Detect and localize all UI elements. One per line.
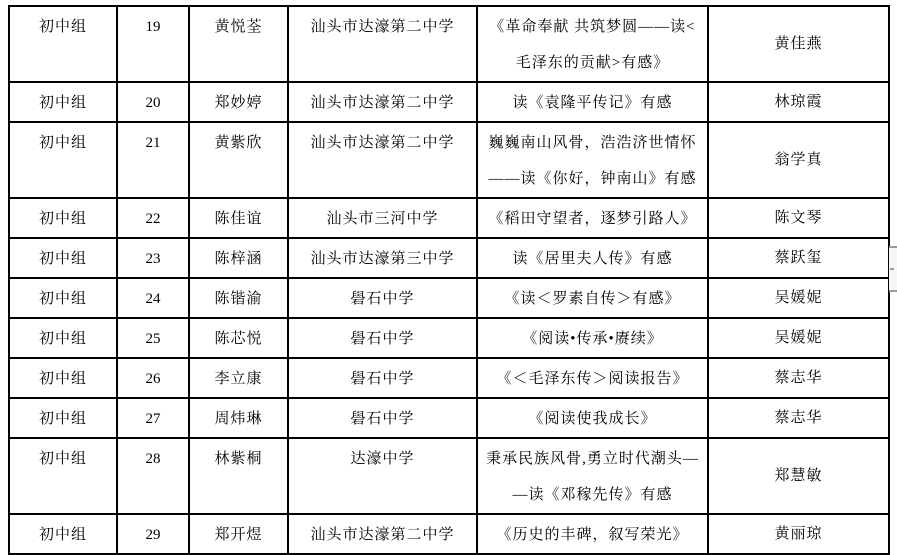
cell-teacher[interactable]: 蔡志华 [708, 398, 889, 438]
cell-name[interactable]: 陈锴渝 [189, 278, 288, 318]
table-body [9, 6, 889, 554]
cell-teacher[interactable]: 黄丽琼 [708, 514, 889, 554]
cell-title[interactable] [477, 278, 708, 318]
cell-number[interactable]: 22 [117, 198, 189, 238]
cell-teacher[interactable]: 郑慧敏 [708, 438, 889, 514]
table-row [9, 438, 889, 514]
cell-group[interactable]: 初中组 [9, 6, 117, 82]
cell-name[interactable]: 陈佳谊 [189, 198, 288, 238]
title-line: 《稻田守望者，逐梦引路人》 [488, 211, 697, 227]
cell-title[interactable] [477, 514, 708, 554]
cell-name[interactable]: 黄悦荃 [189, 6, 288, 82]
title-line: 《阅读•传承•赓续》 [522, 331, 663, 347]
cell-group[interactable]: 初中组 [9, 238, 117, 278]
cell-group[interactable]: 初中组 [9, 514, 117, 554]
cell-school[interactable]: 汕头市达濠第二中学 [288, 82, 477, 122]
award-roster-table [8, 5, 890, 555]
title-line: ——读《你好，钟南山》有感 [488, 171, 697, 187]
cell-title[interactable] [477, 318, 708, 358]
cell-name[interactable]: 陈芯悦 [189, 318, 288, 358]
cell-group[interactable]: 初中组 [9, 398, 117, 438]
cell-teacher[interactable]: 翁学真 [708, 122, 889, 198]
cell-teacher[interactable]: 蔡志华 [708, 358, 889, 398]
title-line: 《＜毛泽东传＞阅读报告》 [496, 371, 689, 387]
cell-school[interactable]: 礐石中学 [288, 278, 477, 318]
cell-name[interactable]: 郑妙婷 [189, 82, 288, 122]
cell-number[interactable]: 29 [117, 514, 189, 554]
cell-number[interactable]: 21 [117, 122, 189, 198]
table-row [9, 358, 889, 398]
cell-number[interactable]: 28 [117, 438, 189, 514]
table-row [9, 514, 889, 554]
cell-title[interactable] [477, 122, 708, 198]
cell-name[interactable]: 林紫桐 [189, 438, 288, 514]
cell-school[interactable]: 礐石中学 [288, 318, 477, 358]
cell-name[interactable]: 周炜琳 [189, 398, 288, 438]
cell-number[interactable]: 24 [117, 278, 189, 318]
cell-name[interactable]: 李立康 [189, 358, 288, 398]
title-line: 《革命奉献 共筑梦圆——读< [489, 19, 696, 35]
cell-group[interactable]: 初中组 [9, 318, 117, 358]
cell-number[interactable]: 20 [117, 82, 189, 122]
cell-number[interactable]: 23 [117, 238, 189, 278]
cell-group[interactable]: 初中组 [9, 122, 117, 198]
cell-group[interactable]: 初中组 [9, 438, 117, 514]
cell-school[interactable]: 汕头市达濠第二中学 [288, 122, 477, 198]
title-line: 毛泽东的贡献>有感》 [515, 55, 670, 71]
cell-school[interactable]: 礐石中学 [288, 358, 477, 398]
cell-title[interactable] [477, 438, 708, 514]
cell-title[interactable] [477, 82, 708, 122]
title-line: 读《袁隆平传记》有感 [512, 95, 673, 111]
cell-teacher[interactable]: 吴媛妮 [708, 278, 889, 318]
title-line: 《阅读使我成长》 [528, 411, 657, 427]
cell-name[interactable]: 陈梓涵 [189, 238, 288, 278]
cell-group[interactable]: 初中组 [9, 198, 117, 238]
title-line: —读《邓稼先传》有感 [512, 487, 673, 503]
cell-name[interactable]: 郑开煜 [189, 514, 288, 554]
cell-school[interactable]: 汕头市三河中学 [288, 198, 477, 238]
title-line: 巍巍南山风骨，浩浩济世情怀 [488, 135, 697, 151]
cell-group[interactable]: 初中组 [9, 82, 117, 122]
cell-title[interactable] [477, 198, 708, 238]
table-row [9, 398, 889, 438]
table-row [9, 198, 889, 238]
cell-number[interactable]: 19 [117, 6, 189, 82]
cell-number[interactable]: 27 [117, 398, 189, 438]
table-row [9, 122, 889, 198]
table-row [9, 278, 889, 318]
cell-teacher[interactable]: 陈文琴 [708, 198, 889, 238]
cell-group[interactable]: 初中组 [9, 358, 117, 398]
table-row [9, 318, 889, 358]
cell-title[interactable] [477, 6, 708, 82]
table-row [9, 82, 889, 122]
cell-school[interactable]: 汕头市达濠第二中学 [288, 6, 477, 82]
cell-title[interactable] [477, 238, 708, 278]
title-line: 读《居里夫人传》有感 [512, 251, 673, 267]
cell-title[interactable] [477, 398, 708, 438]
table-row [9, 6, 889, 82]
cell-teacher[interactable]: 黄佳燕 [708, 6, 889, 82]
scrollbar-grip-icon [890, 268, 894, 270]
cell-school[interactable]: 汕头市达濠第三中学 [288, 238, 477, 278]
title-line: 《读＜罗素自传＞有感》 [504, 291, 681, 307]
cell-name[interactable]: 黄紫欣 [189, 122, 288, 198]
table-row [9, 238, 889, 278]
cell-teacher[interactable]: 林琼霞 [708, 82, 889, 122]
cell-title[interactable] [477, 358, 708, 398]
cell-number[interactable]: 26 [117, 358, 189, 398]
cell-group[interactable]: 初中组 [9, 278, 117, 318]
cell-teacher[interactable]: 吴媛妮 [708, 318, 889, 358]
cell-school[interactable]: 汕头市达濠第二中学 [288, 514, 477, 554]
cell-teacher[interactable]: 蔡跃玺 [708, 238, 889, 278]
cell-school[interactable]: 达濠中学 [288, 438, 477, 514]
title-line: 《历史的丰碑，叙写荣光》 [496, 527, 689, 543]
cell-number[interactable]: 25 [117, 318, 189, 358]
cell-school[interactable]: 礐石中学 [288, 398, 477, 438]
title-line: 秉承民族风骨,勇立时代潮头— [486, 451, 699, 467]
vertical-scrollbar-thumb[interactable] [889, 246, 897, 292]
